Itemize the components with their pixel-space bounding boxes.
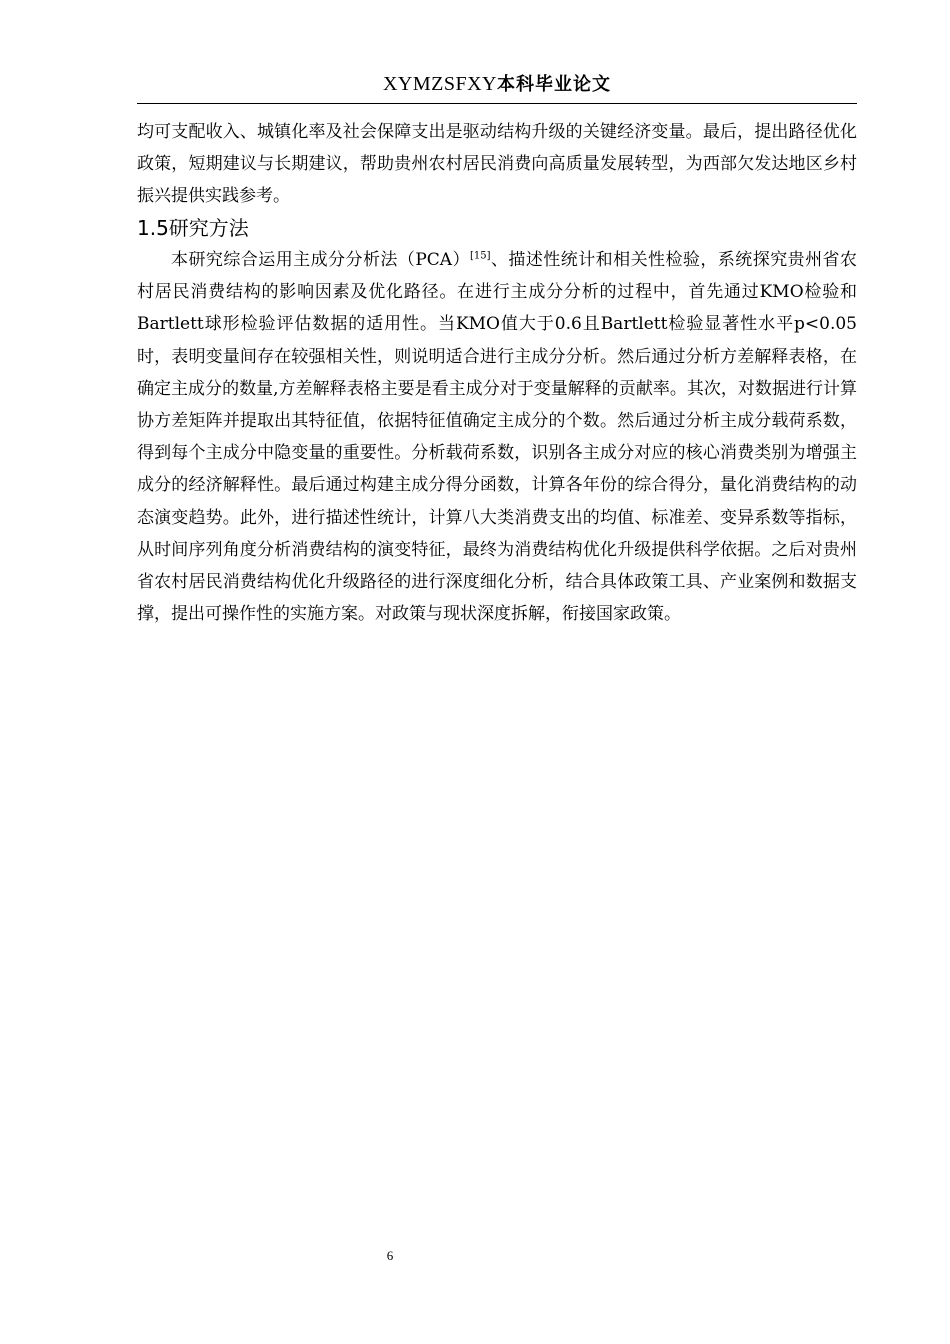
header-code: XYMZSFXY <box>382 73 498 95</box>
methods-paragraph-part1: 本研究综合运用主成分分析法（PCA） <box>171 250 470 270</box>
citation-reference: [15] <box>469 250 491 262</box>
methods-paragraph-part2: 、描述性统计和相关性检验，系统探究贵州省农村居民消费结构的影响因素及优化路径。在进行主成分分析的过程中，首先通过KMO检验和Bartlett球形检验评估数据的适用性。当KMO值大于0.6且Bartlett检验显著性水平p<0.05时，表明变量间存在较强相关性，则说明适合进行主成分分析。然后通过分析方差解释表格，在确定主成分的数量,方差解释表格主要是看主成分对于变量解释的贡献率。其次，对数据进行计算协方差矩阵并提取出其特征值，依据特征值确定主成分的个数。然后通过分析主成分载荷系数，得到每个主成分中隐变量的重要性。分析载荷系数，识别各主成分对应的核心消费类别为增强主成分的经济解释性。最后通过构建主成分得分函数，计算各年份的综合得分，量化消费结构的动态演变趋势。此外，进行描述性统计，计算八大类消费支出的均值、标准差、变异系数等指标，从时间序列角度分析消费结构的演变特征，最终为消费结构优化升级提供科学依据。之后对贵州省农村居民消费结构优化升级路径的进行深度细化分析，结合具体政策工具、产业案例和数据支撑，提出可操作性的实施方案。对政策与现状深度拆解，衔接国家政策。 <box>137 250 857 625</box>
methods-paragraph <box>137 244 857 630</box>
page-header <box>137 70 857 104</box>
header-title: 本科毕业论文 <box>497 74 612 95</box>
page-number: 6 <box>386 1248 394 1263</box>
section-heading: 1.5研究方法 <box>137 216 249 240</box>
continued-paragraph: 均可支配收入、城镇化率及社会保障支出是驱动结构升级的关键经济变量。最后，提出路径优化政策，短期建议与长期建议，帮助贵州农村居民消费向高质量发展转型，为西部欠发达地区乡村振兴提供实践参考。 <box>137 122 857 207</box>
